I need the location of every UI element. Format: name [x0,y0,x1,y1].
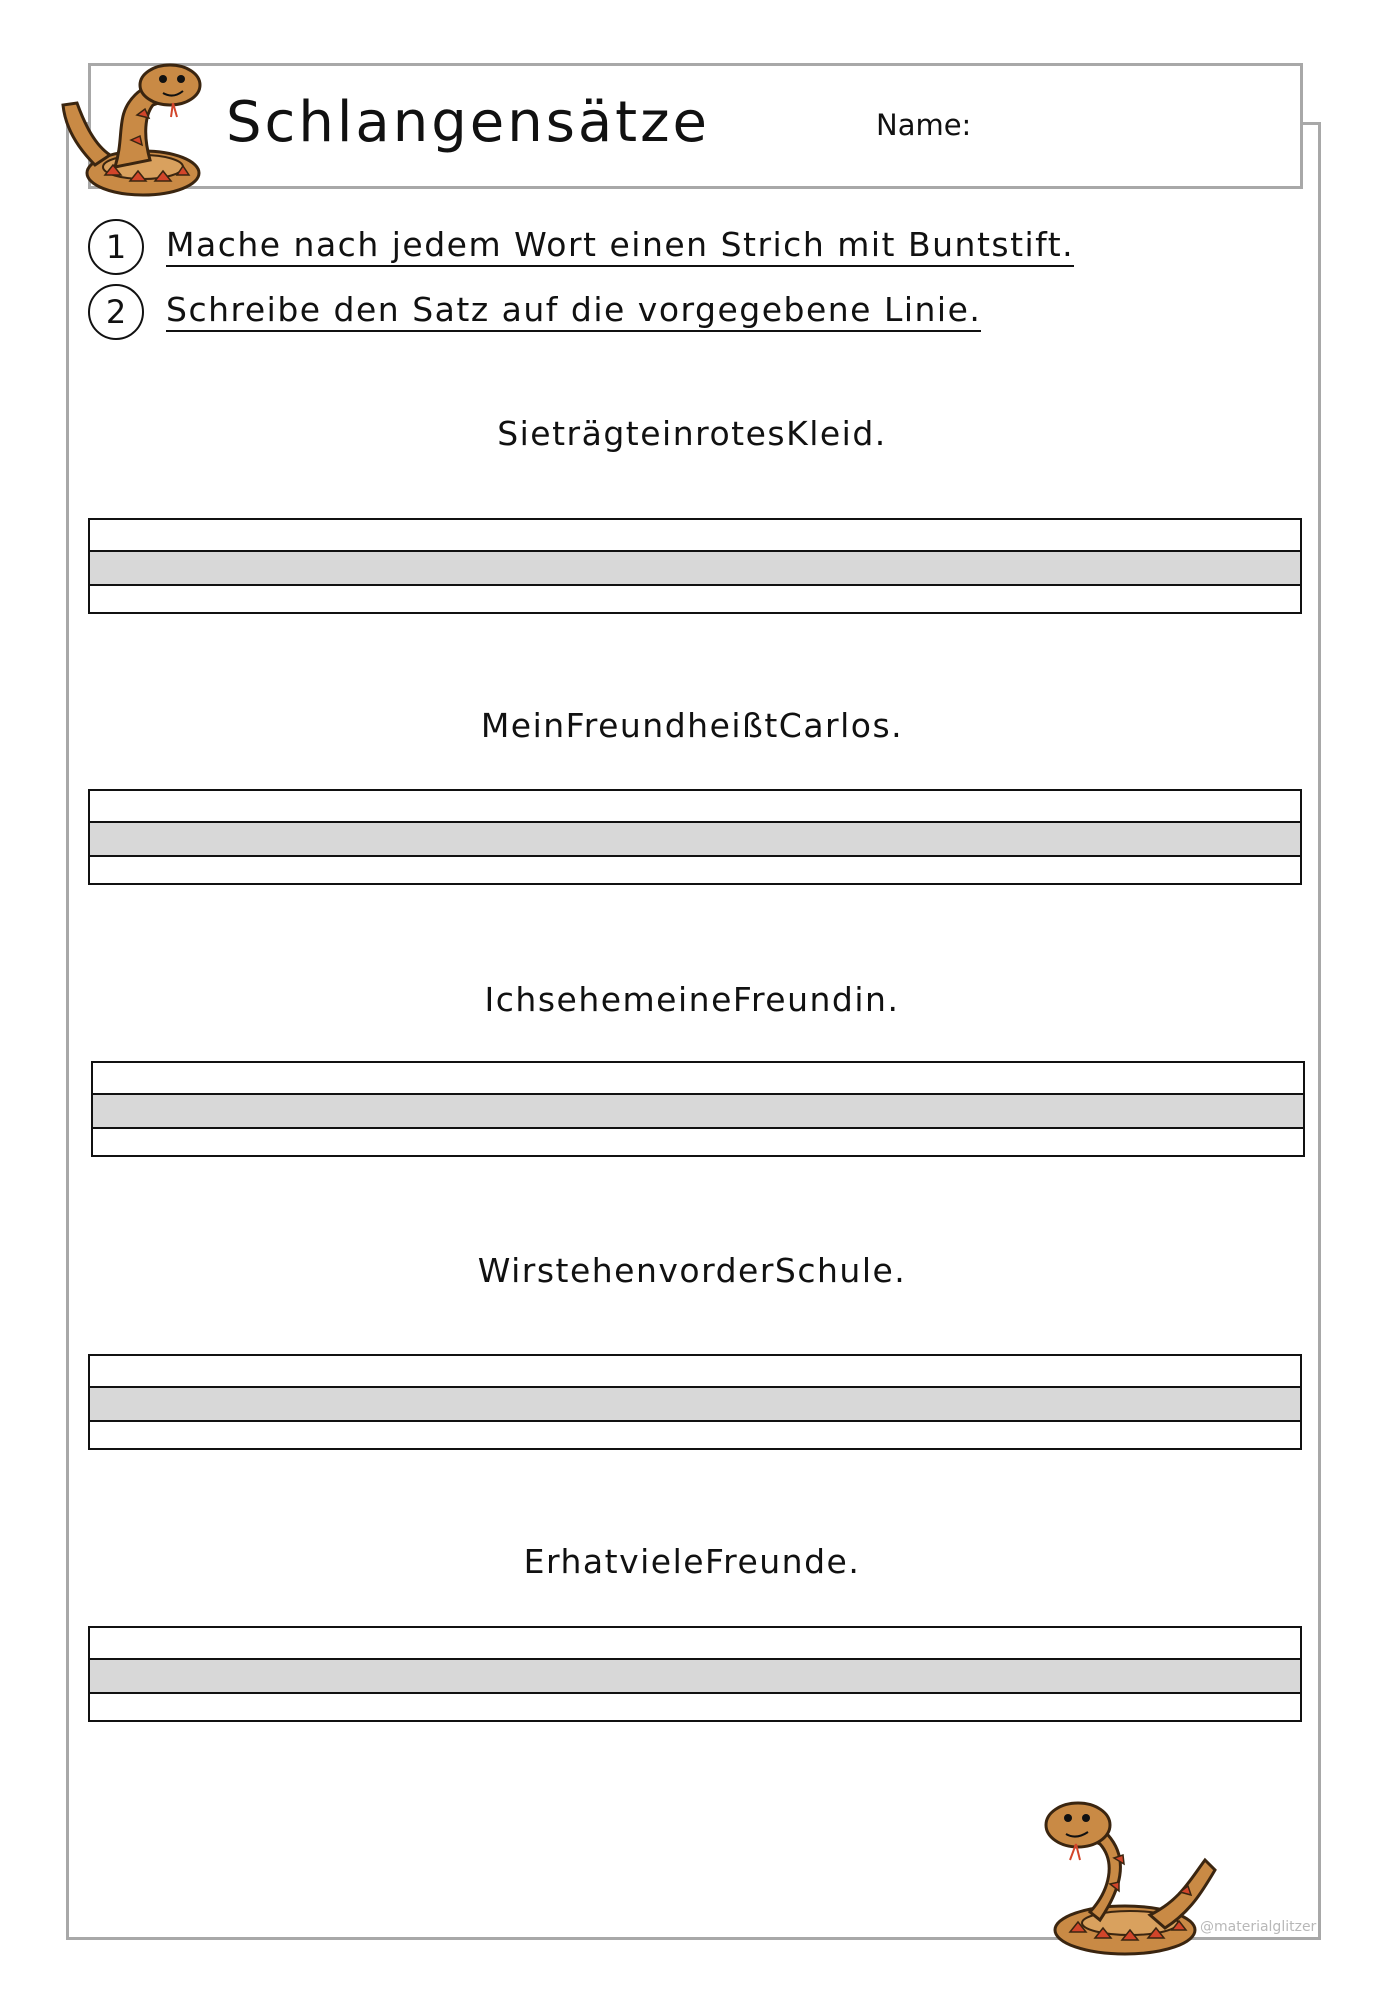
snake-illustration-top [55,55,215,205]
sentence-5: ErhatvieleFreunde. [523,1542,861,1581]
writing-band [90,1658,1300,1694]
task-1-text: Mache nach jedem Wort einen Strich mit Buntstift. [166,228,1074,267]
task-number-1: 1 [88,219,144,275]
task-number-2: 2 [88,284,144,340]
task-2 [88,284,981,340]
task-2-text: Schreibe den Satz auf die vorgegebene Linie. [166,293,981,332]
sentence-3: IchsehemeineFreundin. [484,980,900,1019]
writing-band [90,550,1300,586]
writing-lines-1[interactable] [88,518,1302,614]
sentence-1: SieträgteinrotesKleid. [497,414,887,453]
task-1 [88,219,1074,275]
writing-lines-4[interactable] [88,1354,1302,1450]
sentence-2: MeinFreundheißtCarlos. [480,706,904,745]
writing-band [90,1386,1300,1422]
name-label: Name: [876,108,972,142]
page-title: Schlangensätze [226,90,710,155]
writing-band [90,821,1300,857]
writing-band [93,1093,1303,1129]
watermark: @materialglitzer [1200,1919,1317,1935]
writing-lines-5[interactable] [88,1626,1302,1722]
writing-lines-3[interactable] [91,1061,1305,1157]
sentence-4: WirstehenvorderSchule. [477,1251,907,1290]
writing-lines-2[interactable] [88,789,1302,885]
snake-illustration-bottom [1030,1780,1220,1960]
